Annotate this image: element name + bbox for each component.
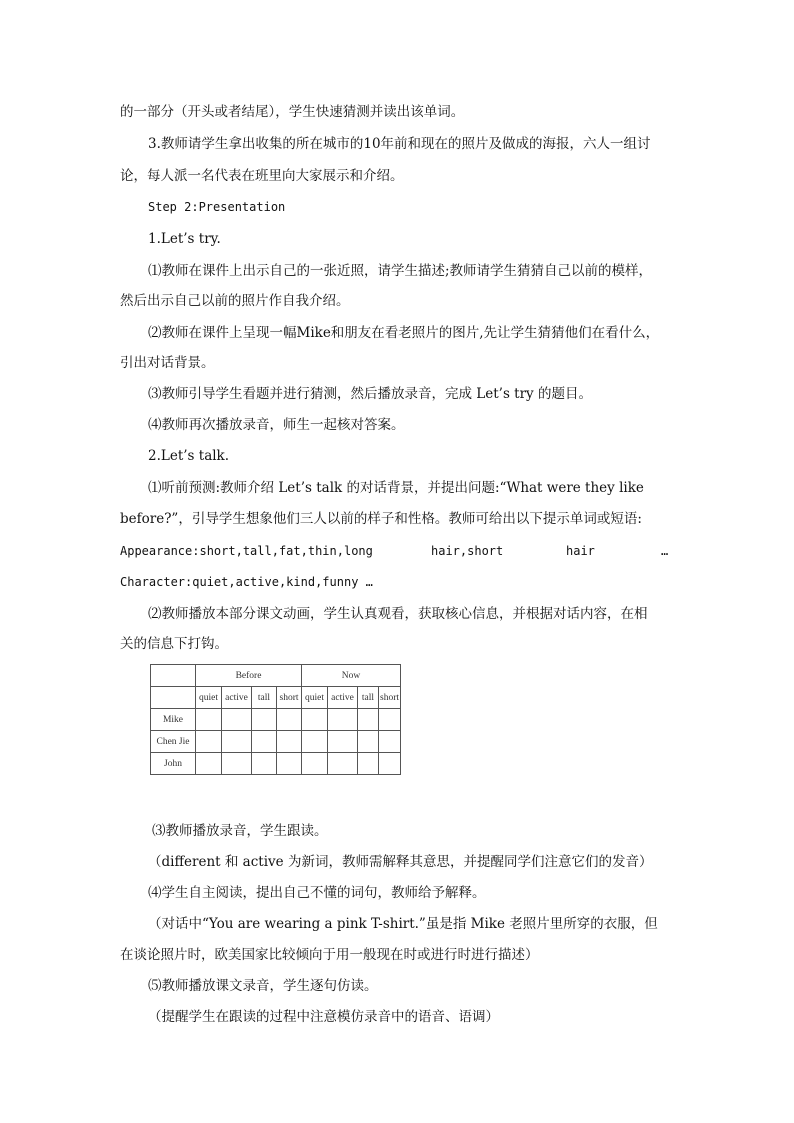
text-line: ⑷学生自主阅读，提出自己不懂的词句，教师给予解释。 — [148, 885, 486, 901]
check-cell[interactable] — [196, 731, 222, 753]
text-line: 引出对话背景。 — [120, 355, 215, 371]
text-line: ⑴教师在课件上出示自己的一张近照，请学生描述;教师请学生猜猜自己以前的模样， — [148, 263, 653, 279]
check-cell[interactable] — [328, 709, 358, 731]
text-line: ⑵教师播放本部分课文动画，学生认真观看，获取核心信息，并根据对话内容，在相 — [148, 606, 648, 622]
text-line: ⑶教师引导学生看题并进行猜测，然后播放录音，完成 Let’s try 的题目。 — [148, 386, 592, 402]
appearance-line: Appearance:short,tall,fat,thin,long — [120, 544, 373, 558]
column-header: tall — [358, 687, 379, 709]
check-cell[interactable] — [277, 753, 302, 775]
text-line: ⑵教师在课件上呈现一幅Mike和朋友在看老照片的图片,先让学生猜猜他们在看什么， — [148, 325, 660, 341]
check-cell[interactable] — [379, 709, 401, 731]
table-corner — [151, 665, 196, 687]
check-cell[interactable] — [196, 709, 222, 731]
check-cell[interactable] — [277, 731, 302, 753]
column-header: short — [277, 687, 302, 709]
text-line: ⑴听前预测:教师介绍 Let’s talk 的对话背景，并提出问题:“What were they like — [148, 480, 644, 496]
check-cell[interactable] — [277, 709, 302, 731]
row-header: Mike — [151, 709, 196, 731]
step-heading: Step 2:Presentation — [148, 200, 286, 214]
column-header: active — [328, 687, 358, 709]
column-header: short — [379, 687, 401, 709]
checklist-table — [150, 664, 401, 775]
check-cell[interactable] — [358, 709, 379, 731]
column-header: quiet — [302, 687, 328, 709]
check-cell[interactable] — [328, 731, 358, 753]
check-cell[interactable] — [302, 753, 328, 775]
column-header: tall — [252, 687, 277, 709]
section-heading: 1.Let’s try. — [148, 231, 221, 247]
text-line: （different 和 active 为新词，教师需解释其意思，并提醒同学们注意它们的发音） — [148, 854, 653, 870]
text-line: 关的信息下打钩。 — [120, 636, 228, 652]
table-row — [151, 709, 401, 731]
text-line: 论，每人派一名代表在班里向大家展示和介绍。 — [120, 168, 404, 184]
check-cell[interactable] — [252, 731, 277, 753]
check-cell[interactable] — [222, 731, 252, 753]
ellipsis: … — [661, 544, 669, 558]
text-line: （对话中“You are wearing a pink T-shirt.”虽是指 Mike 老照片里所穿的衣服，但 — [148, 916, 658, 932]
row-header: John — [151, 753, 196, 775]
appearance-item: hair — [566, 544, 595, 558]
table-row — [151, 753, 401, 775]
check-cell[interactable] — [222, 709, 252, 731]
text-line: 然后出示自己以前的照片作自我介绍。 — [120, 293, 350, 309]
text-line: 3.教师请学生拿出收集的所在城市的10年前和现在的照片及做成的海报，六人一组讨 — [148, 136, 651, 152]
character-line: Character:quiet,active,kind,funny … — [120, 575, 373, 589]
check-cell[interactable] — [252, 709, 277, 731]
text-line: ⑶教师播放录音，学生跟读。 — [152, 823, 328, 839]
check-cell[interactable] — [302, 731, 328, 753]
appearance-item: hair,short — [431, 544, 504, 558]
section-heading: 2.Let’s talk. — [148, 448, 230, 464]
table-corner — [151, 687, 196, 709]
text-line: ⑷教师再次播放录音，师生一起核对答案。 — [148, 417, 405, 433]
check-cell[interactable] — [379, 731, 401, 753]
column-header: active — [222, 687, 252, 709]
check-cell[interactable] — [358, 753, 379, 775]
text-line: ⑸教师播放课文录音，学生逐句仿读。 — [148, 978, 378, 994]
table-row — [151, 731, 401, 753]
check-cell[interactable] — [222, 753, 252, 775]
check-cell[interactable] — [328, 753, 358, 775]
check-cell[interactable] — [379, 753, 401, 775]
check-cell[interactable] — [302, 709, 328, 731]
text-line: 的一部分（开头或者结尾），学生快速猜测并读出该单词。 — [120, 104, 465, 120]
text-line: before?”，引导学生想象他们三人以前的样子和性格。教师可给出以下提示单词或短语: — [120, 511, 642, 527]
row-header: Chen Jie — [151, 731, 196, 753]
group-header-before: Before — [196, 665, 302, 687]
column-header: quiet — [196, 687, 222, 709]
text-line: 在谈论照片时，欧美国家比较倾向于用一般现在时或进行时进行描述） — [120, 947, 539, 963]
group-header-now: Now — [302, 665, 401, 687]
check-cell[interactable] — [358, 731, 379, 753]
check-cell[interactable] — [252, 753, 277, 775]
check-cell[interactable] — [196, 753, 222, 775]
text-line: （提醒学生在跟读的过程中注意模仿录音中的语音、语调） — [148, 1009, 499, 1025]
